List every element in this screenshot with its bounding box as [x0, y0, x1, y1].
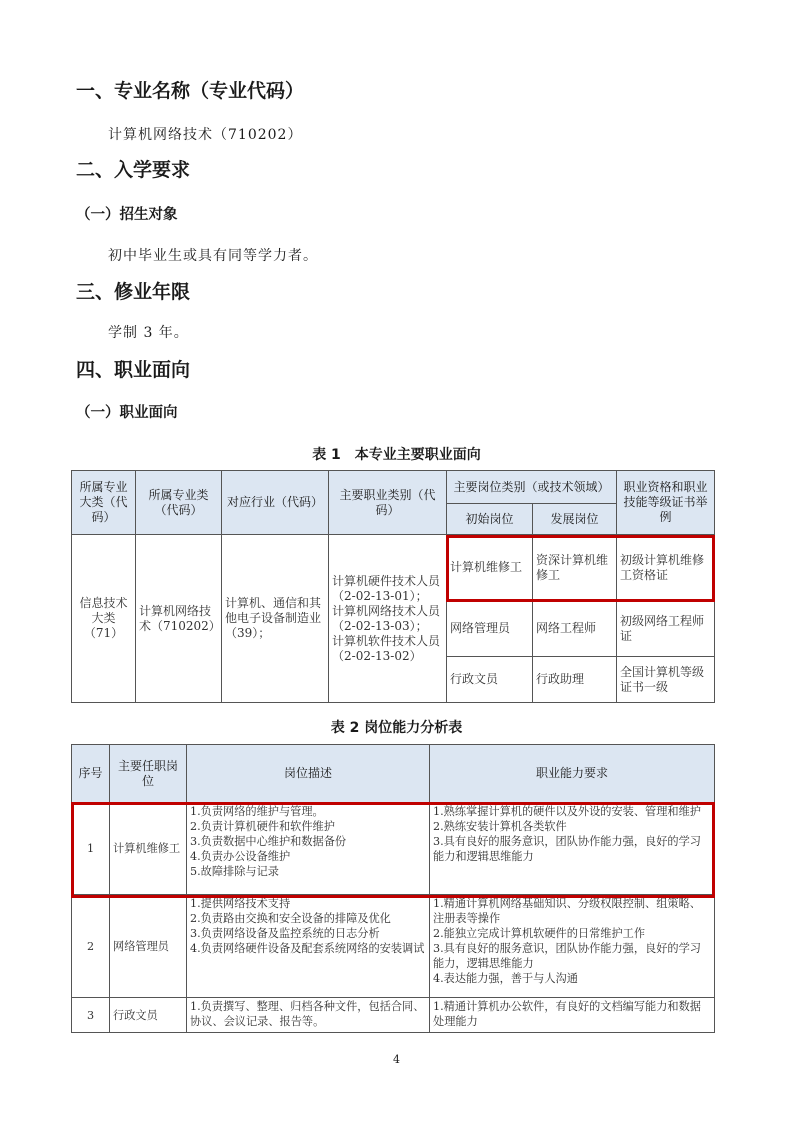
certificate-cell: 初级网络工程师证 [617, 601, 715, 657]
enrollment-subheading: （一）招生对象 [76, 207, 178, 223]
req-item: 4.表达能力强，善于与人沟通 [433, 972, 578, 985]
post-name: 计算机维修工 [110, 803, 187, 895]
section-2-heading: 二、入学要求 [76, 159, 191, 181]
ability-requirements [430, 895, 715, 998]
duration-text: 学制 3 年。 [108, 325, 189, 341]
occupation-item: 计算机软件技术人员（2-02-13-02） [332, 633, 441, 663]
header-no: 序号 [72, 745, 110, 803]
req-item: 3.具有良好的服务意识，团队协作能力强，良好的学习能力和逻辑思维能力 [433, 835, 701, 863]
desc-item: 3.负责网络设备及监控系统的日志分析 [190, 927, 380, 940]
header-class: 所属专业类（代码） [136, 471, 222, 535]
ability-requirements [430, 998, 715, 1033]
desc-item: 3.负责数据中心维护和数据备份 [190, 835, 347, 848]
desc-item: 4.负责办公设备维护 [190, 850, 291, 863]
table1-caption: 表 1 本专业主要职业面向 [312, 447, 481, 463]
header-desc: 岗位描述 [187, 745, 430, 803]
row-number: 2 [72, 895, 110, 998]
header-req: 职业能力要求 [430, 745, 715, 803]
major-name-text: 计算机网络技术（710202） [108, 127, 303, 143]
req-item: 1.精通计算机网络基础知识、分级权限控制、组策略、注册表等操作 [433, 897, 701, 925]
certificate-cell: 初级计算机维修工资格证 [617, 535, 715, 601]
header-industry: 对应行业（代码） [222, 471, 329, 535]
initial-post-cell: 网络管理员 [447, 601, 533, 657]
header-category: 所属专业大类（代码） [72, 471, 136, 535]
header-occupation: 主要职业类别（代码） [329, 471, 447, 535]
post-description [187, 803, 430, 895]
req-item: 1.熟练掌握计算机的硬件以及外设的安装、管理和维护 [433, 805, 701, 818]
develop-post-cell: 网络工程师 [533, 601, 617, 657]
row-number: 3 [72, 998, 110, 1033]
desc-item: 1.负责撰写、整理、归档各种文件，包括合同、协议、会议记录、报告等。 [190, 1000, 425, 1028]
career-subheading: （一）职业面向 [76, 405, 178, 421]
post-name: 行政文员 [110, 998, 187, 1033]
section-3-heading: 三、修业年限 [76, 281, 191, 303]
desc-item: 2.负责计算机硬件和软件维护 [190, 820, 335, 833]
section-4-heading: 四、职业面向 [76, 359, 191, 381]
req-item: 3.具有良好的服务意识，团队协作能力强，良好的学习能力，逻辑思维能力 [433, 942, 701, 970]
career-table [71, 470, 715, 703]
enrollment-text: 初中毕业生或具有同等学力者。 [108, 248, 318, 264]
header-post: 主要任职岗位 [110, 745, 187, 803]
row-number: 1 [72, 803, 110, 895]
occupation-item: 计算机网络技术人员（2-02-13-03）； [332, 603, 441, 633]
initial-post-cell: 行政文员 [447, 657, 533, 703]
certificate-cell: 全国计算机等级证书一级 [617, 657, 715, 703]
develop-post-cell: 资深计算机维修工 [533, 535, 617, 601]
desc-item: 5.故障排除与记录 [190, 865, 279, 878]
category-cell: 信息技术大类（71） [72, 535, 136, 703]
ability-requirements [430, 803, 715, 895]
desc-item: 1.负责网络的维护与管理。 [190, 805, 324, 818]
header-develop-post: 发展岗位 [533, 504, 617, 535]
header-post-group: 主要岗位类别（或技术领域） [447, 471, 617, 504]
section-1-heading: 一、专业名称（专业代码） [76, 80, 305, 102]
ability-table [71, 744, 715, 1033]
post-name: 网络管理员 [110, 895, 187, 998]
post-description [187, 998, 430, 1033]
industry-cell: 计算机、通信和其他电子设备制造业（39）； [222, 535, 329, 703]
header-certificate: 职业资格和职业技能等级证书举例 [617, 471, 715, 535]
desc-item: 2.负责路由交换和安全设备的排障及优化 [190, 912, 391, 925]
req-item: 2.能独立完成计算机软硬件的日常维护工作 [433, 927, 646, 940]
req-item: 1.精通计算机办公软件，有良好的文档编写能力和数据处理能力 [433, 1000, 701, 1028]
desc-item: 4.负责网络硬件设备及配套系统网络的安装调试 [190, 942, 425, 955]
desc-item: 1.提供网络技术支持 [190, 897, 291, 910]
post-description [187, 895, 430, 998]
initial-post-cell: 计算机维修工 [447, 535, 533, 601]
occupation-item: 计算机硬件技术人员（2-02-13-01）； [332, 573, 441, 603]
req-item: 2.熟练安装计算机各类软件 [433, 820, 567, 833]
page-number: 4 [393, 1053, 400, 1066]
header-initial-post: 初始岗位 [447, 504, 533, 535]
occupation-cell [329, 535, 447, 703]
class-cell: 计算机网络技术（710202） [136, 535, 222, 703]
develop-post-cell: 行政助理 [533, 657, 617, 703]
table2-caption: 表 2 岗位能力分析表 [330, 720, 463, 736]
